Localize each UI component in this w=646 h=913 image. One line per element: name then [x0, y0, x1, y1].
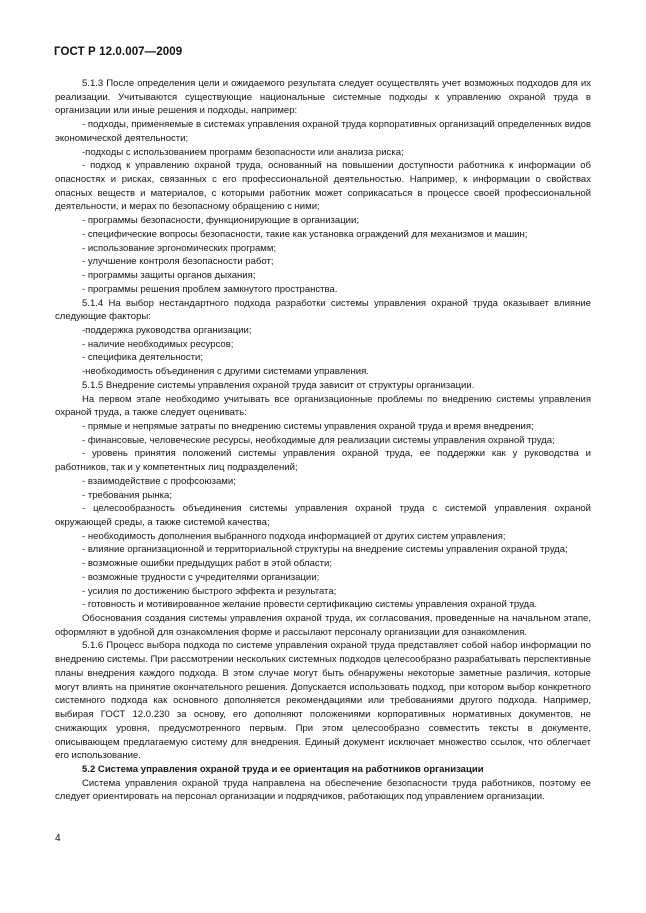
page-number: 4	[55, 833, 61, 844]
paragraph: На первом этапе необходимо учитывать все организационные проблемы по внедрению системы управления охраной труда, а также следует оценивать:	[55, 393, 591, 419]
list-item: - программы решения проблем замкнутого пространства.	[82, 283, 338, 295]
list-item: - специфика деятельности;	[82, 352, 203, 364]
list-item: -поддержка руководства организации;	[82, 324, 252, 336]
list-item: - усилия по достижению быстрого эффекта и результата;	[82, 585, 337, 597]
paragraph: Система управления охраной труда направлена на обеспечение безопасности труда работников, поэтому ее следует ориентировать на персонал организации и подрядчиков, работающих под управлением организации.	[55, 777, 591, 803]
list-item: - специфические вопросы безопасности, такие как установка ограждений для механизмов и машин;	[82, 228, 528, 240]
list-item: - программы защиты органов дыхания;	[82, 270, 256, 282]
list-item: - улучшение контроля безопасности работ;	[82, 256, 274, 268]
list-item: - необходимость дополнения выбранного подхода информацией от других систем управления;	[82, 530, 506, 542]
list-item: - наличие необходимых ресурсов;	[82, 338, 234, 350]
list-item: - подходы, применяемые в системах управления охраной труда корпоративных организаций определенных видов экономической деятельности;	[55, 119, 591, 144]
list-item: - взаимодействие с профсоюзами;	[82, 475, 236, 487]
list-item: - возможные ошибки предыдущих работ в этой области;	[82, 558, 333, 570]
section-heading-5-2: 5.2 Система управления охраной труда и ее ориентация на работников организации	[82, 763, 484, 775]
paragraph-5-1-5: 5.1.5 Внедрение системы управления охраной труда зависит от структуры организации.	[82, 379, 475, 391]
list-item: - подход к управлению охраной труда, основанный на повышении доступности работника к информации об опасностях и рисках, связанных с его профессиональной деятельностью. Например, к информации о свойствах опасных веществ и материалов, с которыми работник может соприкасаться в процессе своей профессиональной деятельности, и мерах по безопасному обращению с ними;	[55, 160, 591, 213]
list-item: - программы безопасности, функционирующие в организации;	[82, 215, 359, 227]
paragraph: Обоснования создания системы управления охраной труда, их согласования, проведенные на начальном этапе, оформляют в удобной для ознакомления форме и рассылают персоналу организации для ознакомления.	[55, 613, 591, 638]
list-item: - требования рынка;	[82, 489, 172, 501]
list-item: - финансовые, человеческие ресурсы, необходимые для реализации системы управления охраной труда;	[82, 434, 555, 446]
document-header: ГОСТ Р 12.0.007—2009	[54, 46, 183, 58]
paragraph-5-1-4: 5.1.4 На выбор нестандартного подхода разработки системы управления охраной труда оказывает влияние следующие факторы:	[55, 297, 591, 323]
list-item: - целесообразность объединения системы управления охраной труда с системой управления охраной окружающей среды, а также системой качества;	[55, 503, 591, 528]
list-item: -подходы с использованием программ безопасности или анализа риска;	[82, 146, 404, 158]
list-item: - прямые и непрямые затраты по внедрению системы управления охраной труда и время внедрения;	[82, 420, 534, 432]
paragraph-5-1-3: 5.1.3 После определения цели и ожидаемого результата следует осуществлять учет возможных подходов для их реализации. Учитываются существующие национальные системные подходы к управлению охраной труда в организации или иные решения и подходы, например:	[55, 78, 591, 117]
document-body	[55, 77, 591, 804]
list-item: -необходимость объединения с другими системами управления.	[82, 366, 369, 378]
list-item: - использование эргономических программ;	[82, 242, 277, 254]
list-item: - готовность и мотивированное желание провести сертификацию системы управления охраной труда.	[82, 599, 538, 611]
paragraph-5-1-6: 5.1.6 Процесс выбора подхода по системе управления охраной труда представляет собой набор информации по внедрению системы. При рассмотрении нескольких системных подходов целесообразно разрабатывать перспективные планы внедрения каждого подхода. В этом случае могут быть обнаружены некоторые заметные различия, которые могут влиять на принятие окончательного решения. Допускается использовать подход, при котором выбор конкретного системного подхода как основного дополняется рекомендациями или требованиями другого подхода. Например, выбирая ГОСТ 12.0.230 за основу, его дополняют положениями корпоративных нормативных документов, не снижающих уровня, предусмотренного первым. При этом целесообразно совместить тексты в документе, описывающем предлагаемую систему для внедрения. Единый документ исключает множество ссылок, что облегчает его использование.	[55, 640, 591, 762]
list-item: - влияние организационной и территориальной структуры на внедрение системы управления охраной труда;	[82, 544, 568, 556]
list-item: - возможные трудности с учредителями организации;	[82, 571, 320, 583]
list-item: - уровень принятия положений системы управления охраной труда, ее поддержки как у руководства и работников, так и у компетентных лиц подразделений;	[55, 448, 591, 474]
